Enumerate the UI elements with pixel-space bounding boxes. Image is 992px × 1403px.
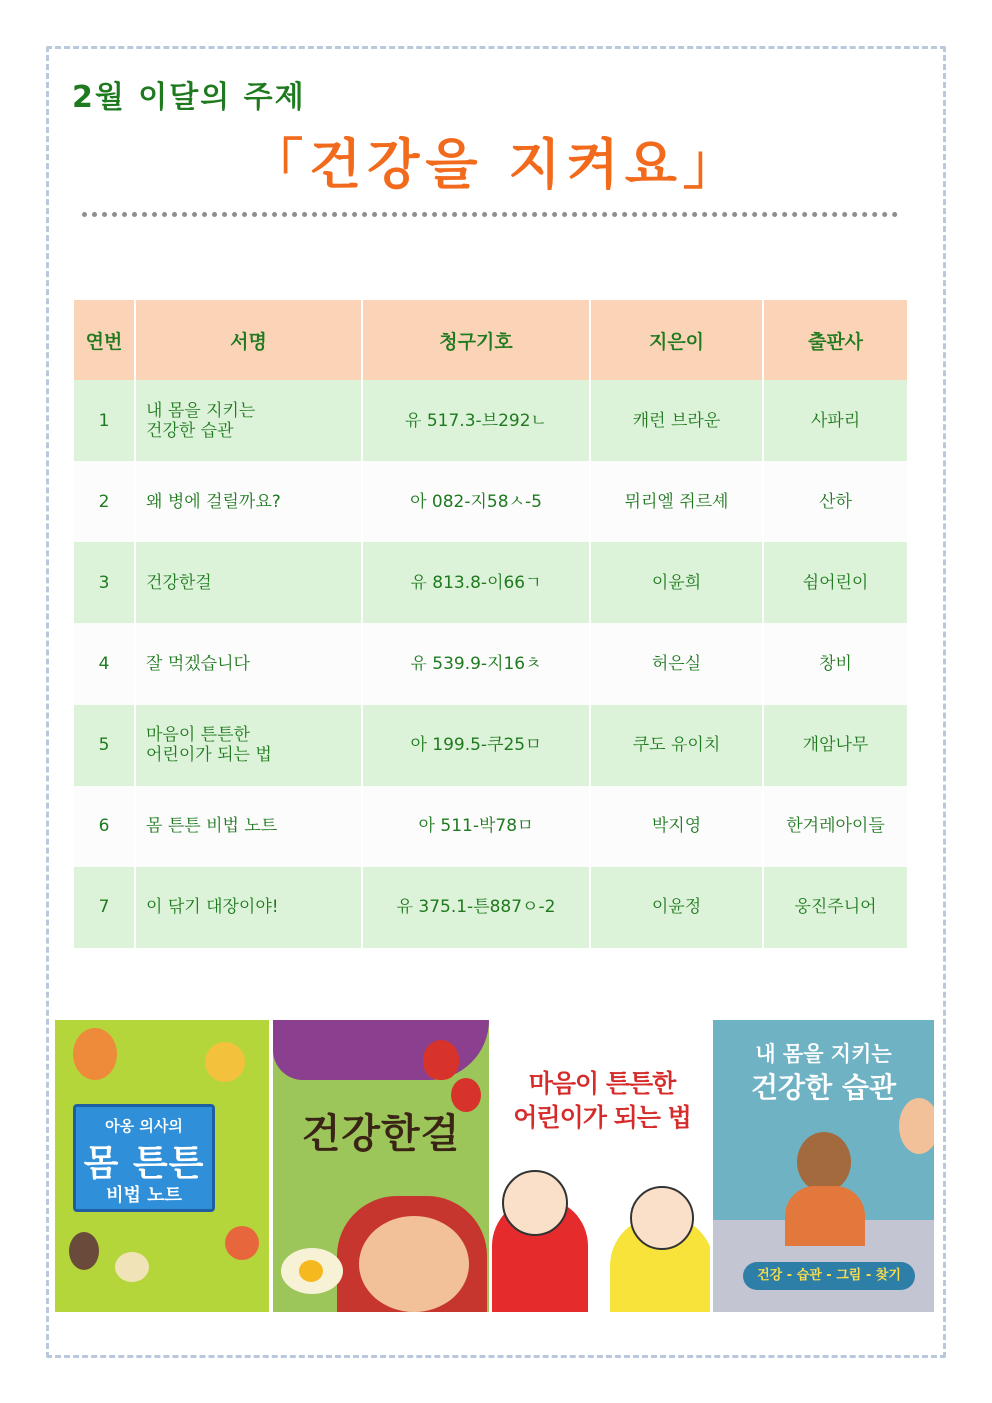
column-header-title: 서명 [135, 300, 362, 380]
cell-title: 잘 먹겠습니다 [135, 623, 362, 704]
cell-no: 6 [74, 786, 135, 867]
cover-title-line2: 건강한 습관 [751, 1071, 896, 1104]
table-row [74, 786, 907, 867]
cell-publisher: 한겨레아이들 [763, 786, 907, 867]
cell-publisher: 개암나무 [763, 705, 907, 786]
cell-no: 7 [74, 867, 135, 948]
cell-publisher: 산하 [763, 461, 907, 542]
cat-illustration [115, 1252, 149, 1282]
cover-title: 건강한걸 [301, 1111, 461, 1157]
table-row [74, 461, 907, 542]
cat-illustration [69, 1232, 99, 1270]
cover-title-sub: 비법 노트 [106, 1185, 182, 1206]
column-header-author: 지은이 [590, 300, 763, 380]
cover-title-line2: 어린이가 되는 법 [513, 1103, 691, 1132]
child-face-illustration [502, 1170, 568, 1236]
cell-author: 이윤정 [590, 867, 763, 948]
cell-call-number: 유 517.3-브292ㄴ [362, 380, 590, 461]
cell-no: 2 [74, 461, 135, 542]
cell-publisher: 웅진주니어 [763, 867, 907, 948]
strawberry-illustration [423, 1040, 459, 1080]
table-row [74, 380, 907, 461]
cell-call-number: 아 199.5-쿠25ㅁ [362, 705, 590, 786]
table-header-row [74, 300, 907, 380]
cell-no: 3 [74, 542, 135, 623]
cell-no: 4 [74, 623, 135, 704]
page-title: 「건강을 지켜요」 [249, 133, 743, 196]
book-cover-geonganghangeol [273, 1020, 489, 1312]
book-covers-strip [0, 1020, 992, 1312]
cover-title-small: 아옹 의사의 [105, 1117, 183, 1135]
cell-author: 쿠도 유이치 [590, 705, 763, 786]
cell-title: 마음이 튼튼한 어린이가 되는 법 [135, 705, 362, 786]
cell-publisher: 사파리 [763, 380, 907, 461]
cover-title-line1: 마음이 튼튼한 [528, 1069, 676, 1098]
column-header-no: 연번 [74, 300, 135, 380]
cell-author: 박지영 [590, 786, 763, 867]
child-face-illustration [797, 1132, 851, 1192]
child-face-illustration [359, 1216, 469, 1312]
column-header-publisher: 출판사 [763, 300, 907, 380]
cell-title: 내 몸을 지키는 건강한 습관 [135, 380, 362, 461]
book-cover-maeum-teunteun [492, 1020, 710, 1312]
cell-title: 이 닦기 대장이야! [135, 867, 362, 948]
table-row [74, 623, 907, 704]
cell-call-number: 유 813.8-이66ㄱ [362, 542, 590, 623]
child-face-illustration [630, 1186, 694, 1250]
book-cover-nae-mom-geongang [713, 1020, 934, 1312]
dotted-divider [82, 212, 898, 217]
cover-title-panel [73, 1104, 215, 1212]
column-header-call-number: 청구기호 [362, 300, 590, 380]
cell-author: 이윤희 [590, 542, 763, 623]
cell-author: 뮈리엘 쥐르셰 [590, 461, 763, 542]
cell-publisher: 쉼어린이 [763, 542, 907, 623]
cell-no: 5 [74, 705, 135, 786]
table-row [74, 542, 907, 623]
table-row [74, 705, 907, 786]
cell-call-number: 아 082-지58ㅅ-5 [362, 461, 590, 542]
cat-doctor-illustration [73, 1028, 117, 1080]
book-list-table [74, 300, 907, 948]
cover-title-main: 몸 튼튼 [83, 1143, 205, 1184]
cell-no: 1 [74, 380, 135, 461]
child-pajamas-illustration [785, 1186, 865, 1246]
cell-author: 허은실 [590, 623, 763, 704]
egg-yolk-illustration [299, 1260, 323, 1282]
book-cover-mom-teunteun [55, 1020, 269, 1312]
cell-title: 몸 튼튼 비법 노트 [135, 786, 362, 867]
cell-publisher: 창비 [763, 623, 907, 704]
month-theme-label: 2월 이달의 주제 [72, 80, 306, 115]
cover-title-line1: 내 몸을 지키는 [755, 1042, 892, 1066]
parent-face-illustration [899, 1098, 934, 1154]
cover-series-ribbon: 건강 - 습관 - 그림 - 찾기 [743, 1262, 915, 1290]
cell-call-number: 유 375.1-튼887ㅇ-2 [362, 867, 590, 948]
cell-call-number: 아 511-박78ㅁ [362, 786, 590, 867]
cell-title: 건강한걸 [135, 542, 362, 623]
cat-illustration [205, 1042, 245, 1082]
cat-illustration [225, 1226, 259, 1260]
cell-call-number: 유 539.9-지16ㅊ [362, 623, 590, 704]
cell-title: 왜 병에 걸릴까요? [135, 461, 362, 542]
cell-author: 캐런 브라운 [590, 380, 763, 461]
table-row [74, 867, 907, 948]
